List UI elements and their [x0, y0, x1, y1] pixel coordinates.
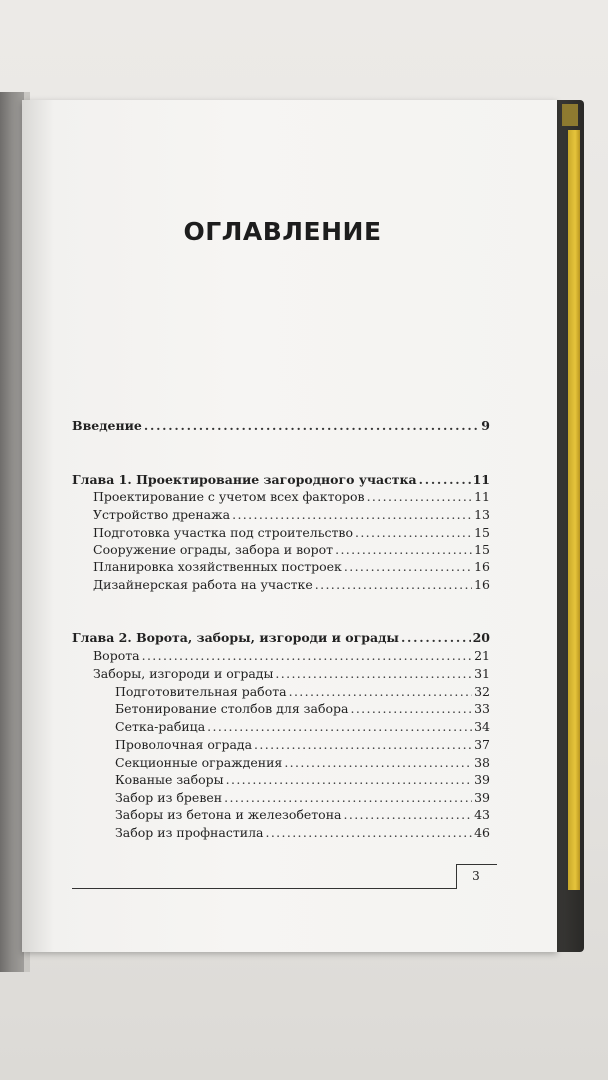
toc-entry-page: 11	[472, 472, 490, 487]
toc-entry-label: Глава 1. Проектирование загородного участка	[72, 472, 417, 487]
toc-leader-dots	[144, 418, 479, 434]
toc-entry[interactable]	[93, 559, 490, 575]
toc-entry-label: Глава 2. Ворота, заборы, изгороди и ограды	[72, 630, 399, 645]
toc-entry[interactable]	[93, 666, 490, 682]
toc-leader-dots	[350, 701, 472, 717]
toc-entry[interactable]	[115, 825, 490, 841]
toc-entry[interactable]	[93, 507, 490, 523]
toc-leader-dots	[344, 559, 472, 575]
toc-entry[interactable]	[93, 648, 490, 664]
toc-entry-label: Сетка-рабица	[115, 719, 206, 734]
toc-entry-label: Проектирование с учетом всех факторов	[93, 489, 365, 504]
toc-leader-dots	[142, 648, 472, 664]
toc-entry-page: 32	[474, 684, 490, 699]
toc-entry[interactable]	[115, 737, 490, 753]
toc-entry[interactable]	[115, 684, 490, 700]
toc-entry-introduction[interactable]	[72, 418, 490, 434]
toc-entry-page: 20	[472, 630, 490, 645]
toc-leader-dots	[275, 666, 472, 682]
toc-entry-label: Бетонирование столбов для забора	[115, 701, 349, 716]
toc-entry-page: 34	[474, 719, 490, 734]
toc-leader-dots	[207, 719, 472, 735]
toc-entry[interactable]	[115, 701, 490, 717]
toc-leader-dots	[355, 525, 472, 541]
toc-leader-dots	[419, 472, 471, 488]
toc-entry-page: 15	[474, 525, 490, 540]
toc-entry-label: Подготовительная работа	[115, 684, 287, 699]
toc-leader-dots	[367, 489, 473, 505]
toc-entry-label: Проволочная ограда	[115, 737, 253, 752]
toc-entry[interactable]	[115, 719, 490, 735]
toc-entry-page: 16	[474, 559, 490, 574]
toc-entry-label: Устройство дренажа	[93, 507, 231, 522]
toc-entry-label: Забор из профнастила	[115, 825, 264, 840]
toc-entry-label: Кованые заборы	[115, 772, 224, 787]
toc-entry-label: Забор из бревен	[115, 790, 223, 805]
toc-leader-dots	[284, 755, 472, 771]
toc-leader-dots	[232, 507, 472, 523]
toc-entry-page: 33	[474, 701, 490, 716]
toc-leader-dots	[224, 790, 472, 806]
toc-entry[interactable]	[115, 807, 490, 823]
toc-entry[interactable]	[115, 755, 490, 771]
toc-entry-label: Секционные ограждения	[115, 755, 283, 770]
toc-entry-chapter-1[interactable]	[72, 472, 490, 488]
toc-leader-dots	[315, 577, 472, 593]
toc-leader-dots	[344, 807, 473, 823]
toc-entry-page: 9	[481, 418, 490, 433]
toc-entry-label: Заборы из бетона и железобетона	[115, 807, 342, 822]
toc-entry-page: 37	[474, 737, 490, 752]
toc-leader-dots	[254, 737, 472, 753]
toc-entry-page: 43	[474, 807, 490, 822]
toc-entry[interactable]	[115, 790, 490, 806]
toc-entry-page: 13	[474, 507, 490, 522]
page-title: ОГЛАВЛЕНИЕ	[183, 217, 382, 246]
toc-entry-page: 11	[474, 489, 490, 504]
toc-entry-label: Сооружение ограды, забора и ворот	[93, 542, 334, 557]
toc-entry-page: 46	[474, 825, 490, 840]
toc-entry-label: Ворота	[93, 648, 140, 663]
toc-entry-label: Дизайнерская работа на участке	[93, 577, 313, 592]
toc-entry-page: 16	[474, 577, 490, 592]
toc-entry[interactable]	[115, 772, 490, 788]
toc-entry-label: Введение	[72, 418, 142, 433]
toc-leader-dots	[265, 825, 472, 841]
toc-entry-label: Подготовка участка под строительство	[93, 525, 353, 540]
toc-entry-page: 21	[474, 648, 490, 663]
toc-leader-dots	[289, 684, 473, 700]
toc-entry[interactable]	[93, 577, 490, 593]
toc-entry[interactable]	[93, 489, 490, 505]
toc-entry[interactable]	[93, 525, 490, 541]
toc-entry-chapter-2[interactable]	[72, 630, 490, 646]
toc-entry-page: 38	[474, 755, 490, 770]
toc-entry-label: Заборы, изгороди и ограды	[93, 666, 274, 681]
toc-entry-page: 15	[474, 542, 490, 557]
toc-entry-page: 31	[474, 666, 490, 681]
toc-entry-page: 39	[474, 790, 490, 805]
toc-leader-dots	[226, 772, 472, 788]
toc-entry-label: Планировка хозяйственных построек	[93, 559, 342, 574]
toc-leader-dots	[335, 542, 472, 558]
footer-rule	[72, 888, 456, 889]
page-number: 3	[472, 869, 480, 883]
toc-entry-page: 39	[474, 772, 490, 787]
toc-leader-dots	[401, 630, 471, 646]
toc-entry[interactable]	[93, 542, 490, 558]
